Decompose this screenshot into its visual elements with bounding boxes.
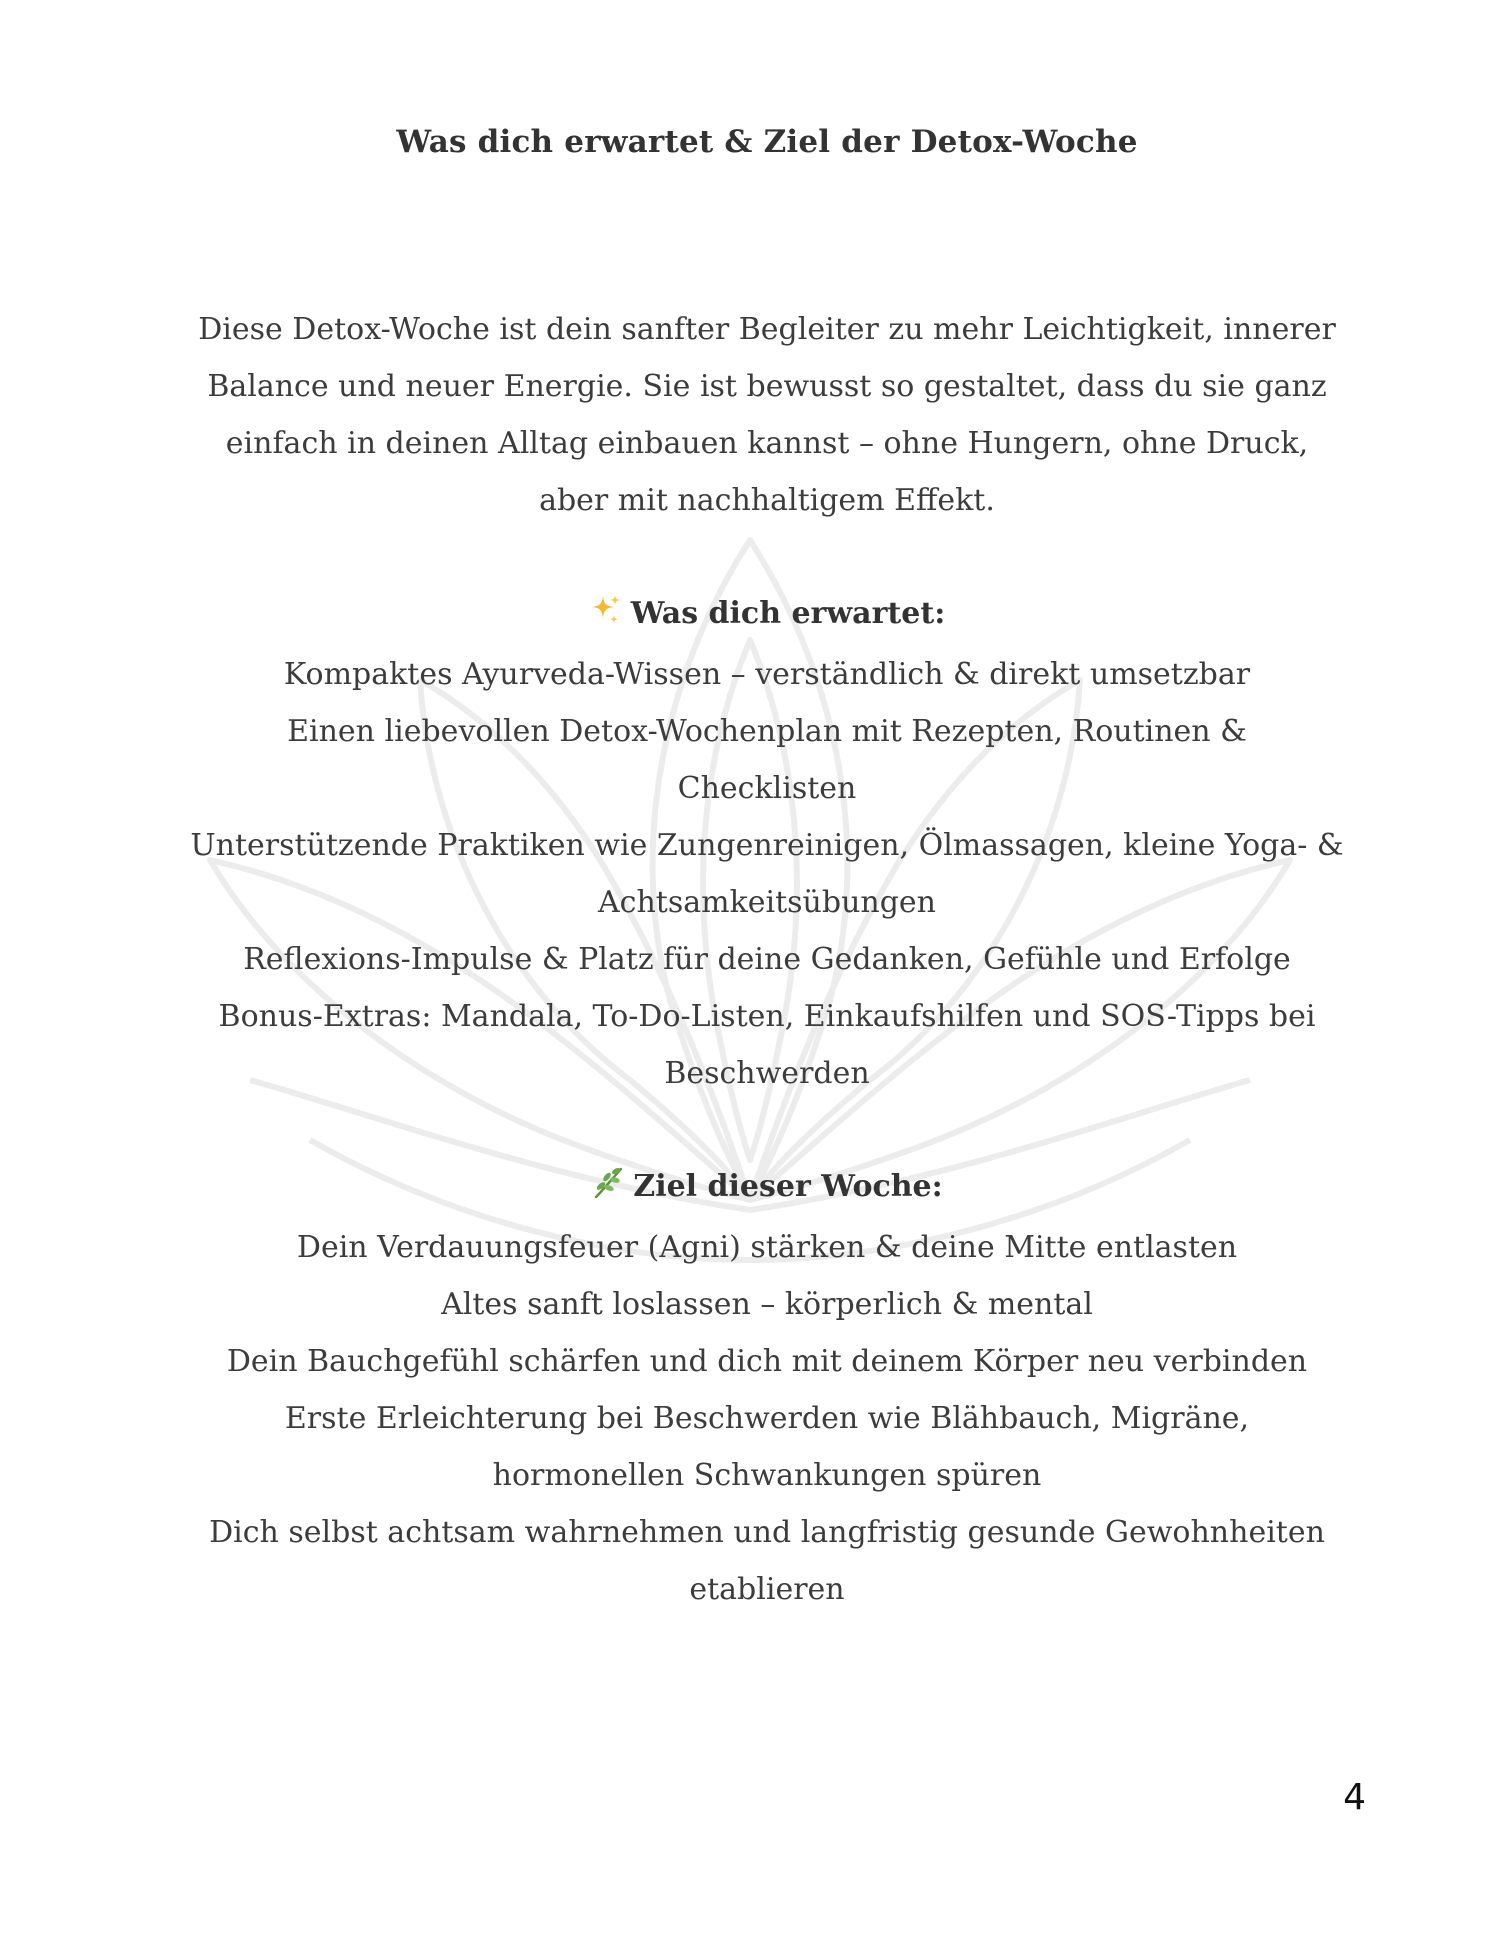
page-title: Was dich erwartet & Ziel der Detox-Woche: [396, 124, 1138, 160]
list-item: Dein Verdauungsfeuer (Agni) stärken & deine Mitte entlasten: [296, 1230, 1238, 1265]
sparkles-icon: [589, 589, 623, 646]
expect-heading: [150, 585, 1384, 646]
list-item: Dein Bauchgefühl schärfen und dich mit deinem Körper neu verbinden: [226, 1344, 1308, 1379]
list-item: Kompaktes Ayurveda-Wissen – verständlich & direkt umsetzbar: [283, 657, 1251, 692]
spacer: [150, 1102, 1384, 1158]
list-item: Reflexions-Impulse & Platz für deine Gedanken, Gefühle und Erfolge: [243, 942, 1291, 977]
page-content: [150, 301, 1384, 1618]
herb-icon: [591, 1162, 625, 1219]
intro-paragraph: Diese Detox-Woche ist dein sanfter Begleiter zu mehr Leichtigkeit, innerer Balance und neuer Energie. Sie ist bewusst so gestaltet, dass du sie ganz einfach in deinen Alltag einbauen kannst – ohne Hungern, ohne Druck, aber mit nachhaltigem Effekt.: [198, 312, 1336, 518]
page-number: 4: [1343, 1777, 1366, 1818]
expect-heading-label: Was dich erwartet:: [630, 596, 946, 631]
list-item: Bonus-Extras: Mandala, To-Do-Listen, Einkaufshilfen und SOS-Tipps bei Beschwerden: [218, 999, 1316, 1091]
list-item: Erste Erleichterung bei Beschwerden wie Blähbauch, Migräne, hormonellen Schwankungen spüren: [284, 1401, 1250, 1493]
list-item: Unterstützende Praktiken wie Zungenreinigen, Ölmassagen, kleine Yoga- & Achtsamkeitsübungen: [190, 828, 1344, 920]
list-item: Dich selbst achtsam wahrnehmen und langfristig gesunde Gewohnheiten etablieren: [209, 1515, 1325, 1607]
goal-heading-label: Ziel dieser Woche:: [633, 1169, 943, 1204]
spacer: [150, 529, 1384, 585]
list-item: Einen liebevollen Detox-Wochenplan mit Rezepten, Routinen & Checklisten: [287, 714, 1247, 806]
goal-heading: [150, 1158, 1384, 1219]
list-item: Altes sanft loslassen – körperlich & mental: [441, 1287, 1093, 1322]
